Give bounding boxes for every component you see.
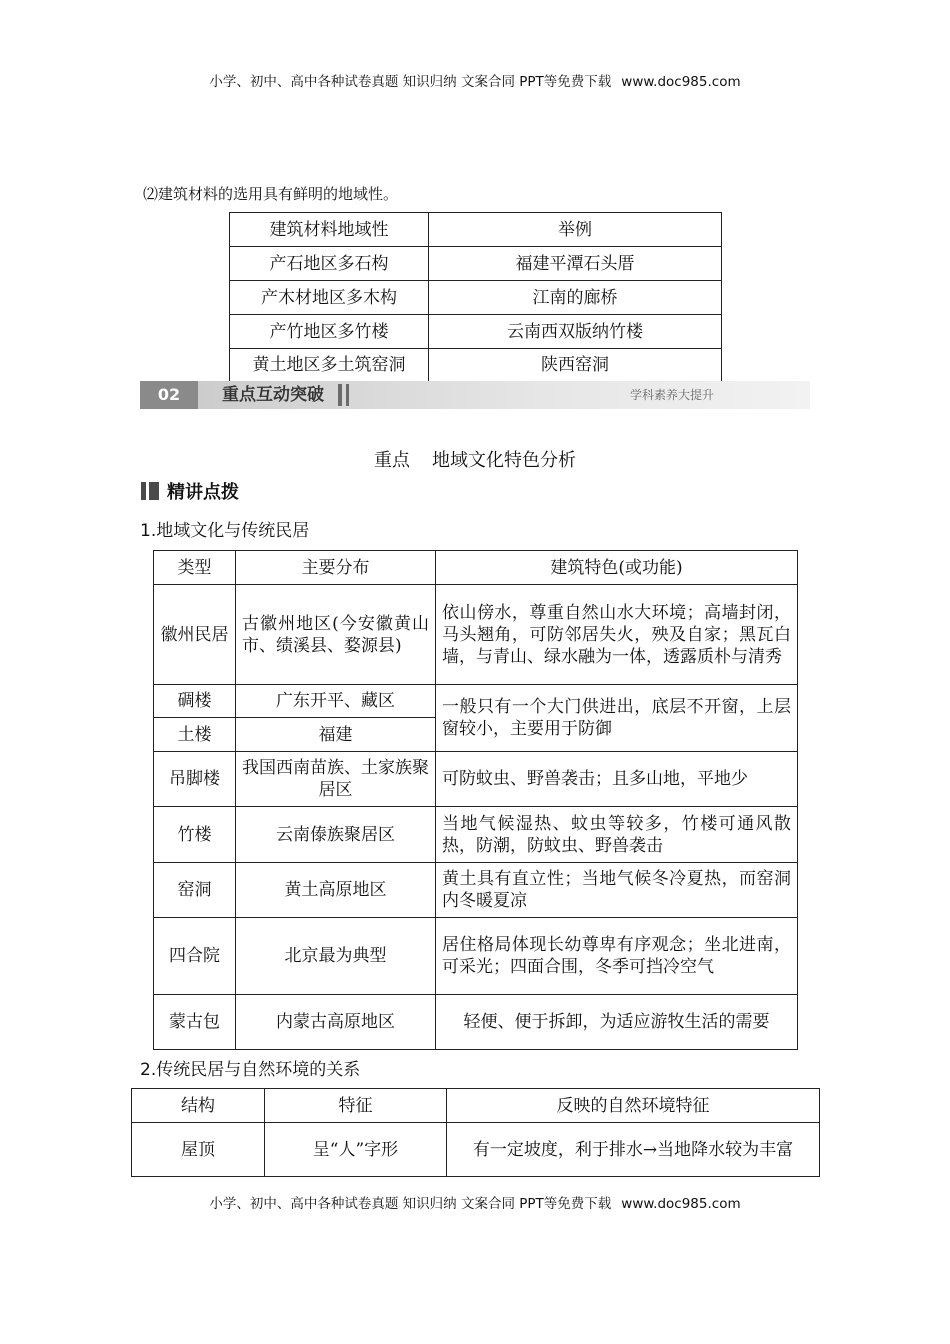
table-cell: 竹楼 bbox=[154, 807, 236, 863]
table-cell: 居住格局体现长幼尊卑有序观念；坐北进南，可采光；四面合围，冬季可挡冷空气 bbox=[436, 918, 798, 995]
table-row bbox=[132, 1123, 820, 1177]
section-heading-text: 精讲点拨 bbox=[167, 482, 239, 503]
table-cell: 产石地区多石构 bbox=[230, 247, 429, 281]
table-row bbox=[154, 863, 798, 918]
intro-paragraph: ⑵建筑材料的选用具有鲜明的地域性。 bbox=[143, 185, 399, 203]
table-cell: 呈“人”字形 bbox=[265, 1123, 447, 1177]
table-cell: 四合院 bbox=[154, 918, 236, 995]
table-cell: 轻便、便于拆卸，为适应游牧生活的需要 bbox=[436, 995, 798, 1050]
header-site: www.doc985.com bbox=[621, 74, 741, 90]
table-cell: 古徽州地区(今安徽黄山市、绩溪县、婺源县) bbox=[236, 585, 436, 685]
table-cell: 徽州民居 bbox=[154, 585, 236, 685]
table-header-cell: 类型 bbox=[154, 551, 236, 585]
page-header bbox=[0, 70, 950, 90]
table-cell: 碉楼 bbox=[154, 685, 236, 718]
table-header-cell: 反映的自然环境特征 bbox=[447, 1089, 820, 1123]
focus-label: 重点 bbox=[374, 450, 410, 471]
table-cell: 黄土具有直立性；当地气候冬冷夏热，而窑洞内冬暖夏凉 bbox=[436, 863, 798, 918]
table-cell: 土楼 bbox=[154, 718, 236, 752]
table-row bbox=[154, 918, 798, 995]
table-cell: 窑洞 bbox=[154, 863, 236, 918]
table-row bbox=[230, 281, 722, 315]
table-cell: 蒙古包 bbox=[154, 995, 236, 1050]
focus-title bbox=[0, 446, 950, 472]
footer-site: www.doc985.com bbox=[621, 1196, 741, 1212]
table-cell: 云南傣族聚居区 bbox=[236, 807, 436, 863]
table-row bbox=[154, 752, 798, 807]
table-header-cell: 举例 bbox=[429, 213, 722, 247]
table-header-cell: 特征 bbox=[265, 1089, 447, 1123]
section-band bbox=[140, 381, 810, 409]
building-material-table bbox=[229, 212, 722, 382]
table-cell: 云南西双版纳竹楼 bbox=[429, 315, 722, 349]
table-header-cell: 结构 bbox=[132, 1089, 265, 1123]
table-cell: 陕西窑洞 bbox=[429, 349, 722, 382]
section-band-subtitle: 学科素养大提升 bbox=[629, 388, 714, 402]
table-cell: 产竹地区多竹楼 bbox=[230, 315, 429, 349]
section-number: 02 bbox=[140, 381, 198, 409]
table-cell: 福建平潭石头厝 bbox=[429, 247, 722, 281]
table-header-cell: 建筑特色(或功能) bbox=[436, 551, 798, 585]
table-row bbox=[230, 349, 722, 382]
subheading-1: 1.地域文化与传统民居 bbox=[140, 521, 310, 541]
table-cell: 广东开平、藏区 bbox=[236, 685, 436, 718]
table-row bbox=[154, 685, 798, 718]
table-cell: 屋顶 bbox=[132, 1123, 265, 1177]
table-header-row bbox=[132, 1089, 820, 1123]
header-text: 小学、初中、高中各种试卷真题 知识归纳 文案合同 PPT等免费下载 bbox=[209, 74, 612, 90]
table-header-row bbox=[154, 551, 798, 585]
footer-text: 小学、初中、高中各种试卷真题 知识归纳 文案合同 PPT等免费下载 bbox=[209, 1196, 612, 1212]
table-row bbox=[154, 807, 798, 863]
table-cell: 有一定坡度，利于排水→当地降水较为丰富 bbox=[447, 1123, 820, 1177]
table-header-row bbox=[230, 213, 722, 247]
table-cell: 我国西南苗族、土家族聚居区 bbox=[236, 752, 436, 807]
table-row bbox=[154, 995, 798, 1050]
focus-text: 地域文化特色分析 bbox=[432, 450, 576, 471]
table-cell: 产木材地区多木构 bbox=[230, 281, 429, 315]
section-band-title: 重点互动突破 bbox=[222, 385, 324, 405]
dwelling-table bbox=[153, 550, 798, 1050]
table-header-cell: 建筑材料地域性 bbox=[230, 213, 429, 247]
table-header-cell: 主要分布 bbox=[236, 551, 436, 585]
divider-bar bbox=[346, 384, 349, 406]
table-cell: 内蒙古高原地区 bbox=[236, 995, 436, 1050]
table-row bbox=[154, 585, 798, 685]
structure-table bbox=[131, 1088, 820, 1177]
table-cell: 当地气候湿热、蚊虫等较多，竹楼可通风散热，防潮，防蚊虫、野兽袭击 bbox=[436, 807, 798, 863]
table-row bbox=[230, 315, 722, 349]
table-cell: 吊脚楼 bbox=[154, 752, 236, 807]
table-cell: 黄土高原地区 bbox=[236, 863, 436, 918]
table-cell: 福建 bbox=[236, 718, 436, 752]
heading-marker-icon bbox=[149, 482, 159, 500]
table-cell: 可防蚊虫、野兽袭击；且多山地，平地少 bbox=[436, 752, 798, 807]
table-cell: 北京最为典型 bbox=[236, 918, 436, 995]
table-cell: 一般只有一个大门供进出，底层不开窗，上层窗较小，主要用于防御 bbox=[436, 685, 798, 752]
subheading-2: 2.传统民居与自然环境的关系 bbox=[140, 1060, 361, 1080]
page-footer bbox=[0, 1192, 950, 1212]
table-cell: 依山傍水，尊重自然山水大环境；高墙封闭，马头翘角，可防邻居失火，殃及自家；黑瓦白墙，与青山、绿水融为一体，透露质朴与清秀 bbox=[436, 585, 798, 685]
heading-marker-icon bbox=[141, 482, 146, 500]
table-row bbox=[230, 247, 722, 281]
divider-bar bbox=[338, 384, 342, 406]
table-cell: 江南的廊桥 bbox=[429, 281, 722, 315]
table-cell: 黄土地区多土筑窑洞 bbox=[230, 349, 429, 382]
